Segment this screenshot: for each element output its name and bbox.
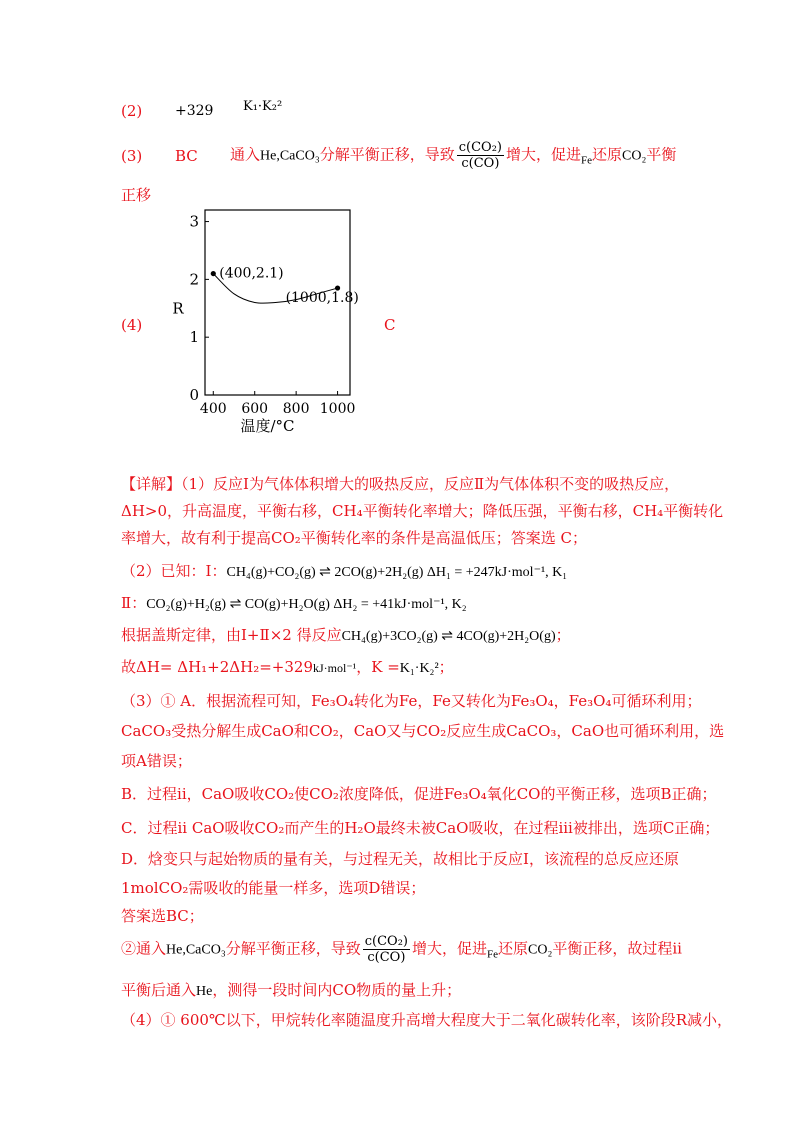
fraction-denominator: c(CO): [461, 156, 500, 171]
reaction-2-equation: CO₂(g)+H₂(g) ⇌ CO(g)+H₂O(g) ΔH₂ = +41kJ·mol⁻¹, K₂: [146, 597, 467, 612]
detail-text: 分解平衡正移，导致: [225, 939, 361, 958]
detail-text: 增大，促进: [412, 939, 488, 958]
reaction-1-equation: CH₄(g)+CO₂(g) ⇌ 2CO(g)+2H₂(g) ΔH₁ = +247kJ·mol⁻¹, K₁: [226, 565, 568, 580]
detail-text: ；: [438, 658, 454, 676]
detail-line-12: C．过程ii CaO吸收CO₂而产生的H₂O最终未被CaO吸收，在过程iii被排出，选项C正确；: [121, 819, 720, 837]
detail-line-9: CaCO₃受热分解生成CaO和CO₂，CaO又与CO₂反应生成CaCO₃，CaO也可循环利用，选: [121, 722, 725, 740]
delta-h-result: 故ΔH= ΔH₁+2ΔH₂=+329: [121, 658, 313, 676]
y-tick-label: 2: [189, 270, 199, 289]
detail-line-15: 答案选BC；: [121, 907, 204, 925]
y-tick-label: 1: [189, 328, 199, 347]
y-axis-label: R: [172, 299, 184, 318]
fraction-co2-co: [457, 140, 504, 171]
detail-text: 根据盖斯定律，由Ⅰ+Ⅱ×2 得反应: [121, 626, 342, 644]
detail-text: 平衡后通入: [121, 981, 197, 999]
x-axis-label: 温度/°C: [240, 417, 295, 435]
detail-line-17: [121, 979, 461, 1000]
reaction-2-label: Ⅱ：: [121, 594, 147, 612]
detail-line-6: [121, 624, 571, 645]
fraction-co2-co: [363, 934, 410, 965]
x-tick-label: 400: [199, 401, 227, 417]
answer-3-continuation: 正移: [121, 186, 152, 204]
detail-line-4: [121, 560, 567, 581]
fraction-numerator: c(CO₂): [458, 140, 502, 155]
text-segment: 平衡: [646, 145, 677, 164]
reaction-1-label: （2）已知：Ⅰ：: [121, 562, 227, 580]
math-he-caco3: He,CaCO₃: [166, 942, 226, 958]
unit: kJ·mol⁻¹: [312, 661, 357, 675]
math-he-caco3: He,CaCO₃: [260, 148, 320, 164]
detail-text: 还原: [498, 939, 529, 958]
detail-text: 平衡正移，故过程ii: [552, 939, 682, 958]
detail-line-14: 1molCO₂需吸收的能量一样多，选项D错误；: [121, 879, 426, 897]
y-tick-label: 0: [189, 386, 199, 404]
answer-2-label: (2): [121, 102, 143, 120]
detail-line-11: B．过程ii，CaO吸收CO₂使CO₂浓度降低，促进Fe₃O₄氧化CO的平衡正移，选项B正确；: [121, 785, 717, 803]
fraction-denominator: c(CO): [367, 950, 406, 965]
detail-heading: 【详解】: [121, 475, 182, 493]
detail-text: ②通入: [121, 939, 167, 958]
detail-line-7: [121, 656, 454, 677]
detail-line-13: D．焓变只与起始物质的量有关，与过程无关，故相比于反应Ⅰ，该流程的总反应还原: [121, 850, 679, 868]
text-segment: 增大，促进: [506, 145, 582, 164]
answer-2-k-expression: K₁·K₂²: [243, 99, 283, 114]
answer-3-choice: BC: [175, 147, 198, 165]
detail-line-18: （4）① 600℃以下，甲烷转化率随温度升高增大程度大于二氧化碳转化率，该阶段R减小，: [121, 1011, 733, 1029]
text-segment: 通入: [230, 145, 261, 164]
detail-text: ，测得一段时间内CO物质的量上升；: [212, 981, 462, 999]
answer-3-explanation: [230, 140, 676, 171]
k-expression: K₁·K₂²: [399, 661, 439, 676]
x-tick-label: 1000: [319, 401, 356, 417]
answer-4-label: (4): [121, 316, 143, 334]
detail-line-1: [121, 473, 679, 494]
math-fe: Fe: [487, 948, 499, 961]
y-tick-label: 3: [189, 212, 199, 231]
r-vs-temperature-chart: [160, 200, 370, 440]
x-tick-label: 800: [282, 401, 310, 417]
text-segment: 分解平衡正移，导致: [319, 145, 455, 164]
x-tick-label: 600: [241, 401, 269, 417]
detail-text: （1）反应Ⅰ为气体体积增大的吸热反应，反应Ⅱ为气体体积不变的吸热反应，: [181, 475, 680, 493]
detail-text: ；: [555, 626, 571, 644]
data-point-label: (1000,1.8): [285, 290, 359, 307]
detail-line-5: [121, 592, 467, 613]
detail-line-16: [121, 934, 682, 965]
overall-reaction-equation: CH₄(g)+3CO₂(g) ⇌ 4CO(g)+2H₂O(g): [341, 629, 556, 644]
detail-text: ，K =: [356, 658, 400, 676]
detail-line-8: （3）① A．根据流程可知，Fe₃O₄转化为Fe，Fe又转化为Fe₃O₄，Fe₃O₄可循环利用；: [121, 692, 702, 710]
answer-2-value: +329: [175, 103, 214, 119]
detail-line-2: ΔH>0，升高温度，平衡右移，CH₄平衡转化率增大；降低压强，平衡右移，CH₄平衡转化: [121, 502, 724, 520]
data-point-label: (400,2.1): [219, 265, 284, 282]
detail-line-3: 率增大，故有利于提高CO₂平衡转化率的条件是高温低压；答案选 C；: [121, 529, 588, 547]
answer-3-label: (3): [121, 147, 143, 165]
data-point: [211, 271, 216, 276]
math-co2: CO₂: [528, 942, 553, 958]
math-he: He: [196, 984, 213, 999]
fraction-numerator: c(CO₂): [364, 934, 408, 949]
answer-4-choice: C: [384, 316, 396, 334]
math-co2: CO₂: [622, 148, 647, 164]
detail-line-10: 项A错误；: [121, 752, 192, 770]
text-segment: 还原: [592, 145, 623, 164]
math-fe: Fe: [581, 154, 593, 167]
